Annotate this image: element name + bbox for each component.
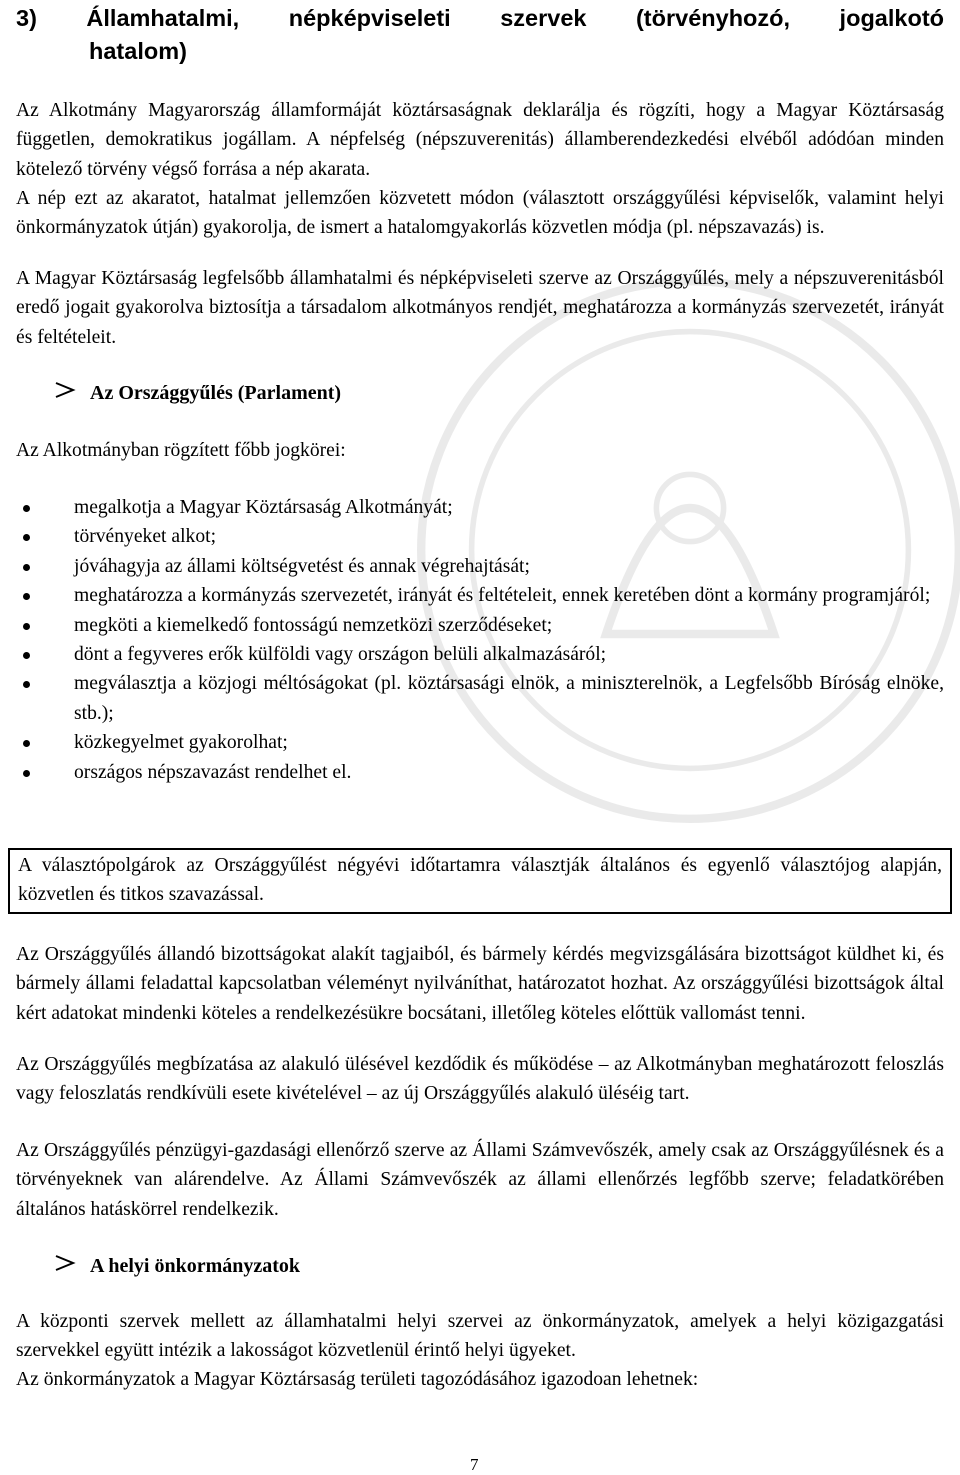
subheading-parliament-label: Az Országgyűlés (Parlament) — [90, 382, 342, 404]
bullet-icon — [23, 593, 30, 600]
bullet-icon — [23, 770, 30, 777]
local-paragraph-1: A központi szervek mellett az államhatalmi helyi szervei az önkormányzatok, amelyek a helyi közigazgatási szervekkel együtt intézik a lakosságot közvetlenül érintő helyi ügyeket. — [16, 1311, 944, 1362]
subheading-local-label: A helyi önkormányzatok — [90, 1255, 301, 1277]
bullet-icon — [23, 505, 30, 512]
intro-paragraph-1: Az Alkotmány Magyarország államformáját köztársaságnak deklarálja és rögzíti, hogy a Magyar Köztársaság független, demokratikus jogállam. A népfelség (népszuverenitás) államberendezkedési elvéből adódóan minden kötelező törvény végső forrása a nép akarata. — [16, 100, 944, 180]
list-item: törvényeket alkot; — [16, 522, 944, 551]
section-heading-line1: 3) Államhatalmi, népképviseleti szervek (törvényhozó, jogalkotó — [16, 5, 944, 31]
subheading-local-government — [54, 1252, 300, 1280]
committees-paragraph: Az Országgyűlés állandó bizottságokat alakít tagjaiból, és bármely kérdés megvizsgálására bizottságot küldhet ki, és bármely állami feladattal kapcsolatban véleményt nyilváníthat, határozatot hozhat. Az országgyűlési bizottságok által kért adatokat mindenki köteles a rendelkezésükre bocsátani, illetőleg köteles előttük vallomást tenni. — [16, 944, 944, 1024]
list-item: megköti a kiemelkedő fontosságú nemzetközi szerződéseket; — [16, 611, 944, 640]
list-item: közkegyelmet gyakorolhat; — [16, 728, 944, 757]
section-heading-line2: hatalom) — [89, 38, 187, 64]
list-item: országos népszavazást rendelhet el. — [16, 758, 944, 787]
list-item: dönt a fegyveres erők külföldi vagy országon belüli alkalmazásáról; — [16, 640, 944, 669]
mandate-paragraph: Az Országgyűlés megbízatása az alakuló ülésével kezdődik és működése – az Alkotmányban meghatározott feloszlás vagy feloszlatás rendkívüli esete kivételével – az új Országgyűlés alakuló üléséig tart. — [16, 1054, 944, 1105]
powers-list — [16, 493, 944, 787]
arrowhead-icon — [54, 379, 90, 407]
list-item: jóváhagyja az állami költségvetést és annak végrehajtását; — [16, 552, 944, 581]
page-number: 7 — [470, 1455, 479, 1474]
powers-intro: Az Alkotmányban rögzített főbb jogkörei: — [16, 440, 346, 461]
list-item: meghatározza a kormányzás szervezetét, irányát és feltételeit, ennek keretében dönt a kormány programjáról; — [16, 581, 944, 610]
bullet-icon — [23, 652, 30, 659]
boxed-election-note: A választópolgárok az Országgyűlést négyévi időtartamra választják általános és egyenlő választójog alapján, közvetlen és titkos szavazással. — [8, 848, 952, 914]
intro-paragraph-3: A Magyar Köztársaság legfelsőbb államhatalmi és népképviseleti szerve az Országgyűlés, mely a népszuverenitásból eredő jogait gyakorolva biztosítja a társadalom alkotmányos rendjét, meghatározza a kormányzás szervezetét, irányát és feltételeit. — [16, 268, 944, 348]
list-item: megválasztja a közjogi méltóságokat (pl. köztársasági elnök, a miniszterelnök, a Legfelsőbb Bíróság elnöke, stb.); — [16, 669, 944, 728]
bullet-icon — [23, 681, 30, 688]
bullet-icon — [23, 534, 30, 541]
subheading-parliament — [54, 379, 341, 407]
bullet-icon — [23, 740, 30, 747]
intro-paragraph-2: A nép ezt az akaratot, hatalmat jellemzően közvetett módon (választott országgyűlési képviselők, valamint helyi önkormányzatok útján) gyakorolja, de ismert a hatalomgyakorlás közvetlen módja (pl. népszavazás) is. — [16, 188, 944, 239]
list-item: megalkotja a Magyar Köztársaság Alkotmányát; — [16, 493, 944, 522]
local-paragraph-2: Az önkormányzatok a Magyar Köztársaság területi tagozódásához igazodoan lehetnek: — [16, 1369, 699, 1390]
section-heading — [16, 2, 944, 68]
arrowhead-icon — [54, 1252, 90, 1280]
bullet-icon — [23, 623, 30, 630]
bullet-icon — [23, 564, 30, 571]
audit-office-paragraph: Az Országgyűlés pénzügyi-gazdasági ellenőrző szerve az Állami Számvevőszék, amely csak az Országgyűlésnek és a törvényeknek van alárendelve. Az Állami Számvevőszék az állami ellenőrzés legfőbb szerve; feladatkörében általános hatáskörrel rendelkezik. — [16, 1140, 944, 1220]
